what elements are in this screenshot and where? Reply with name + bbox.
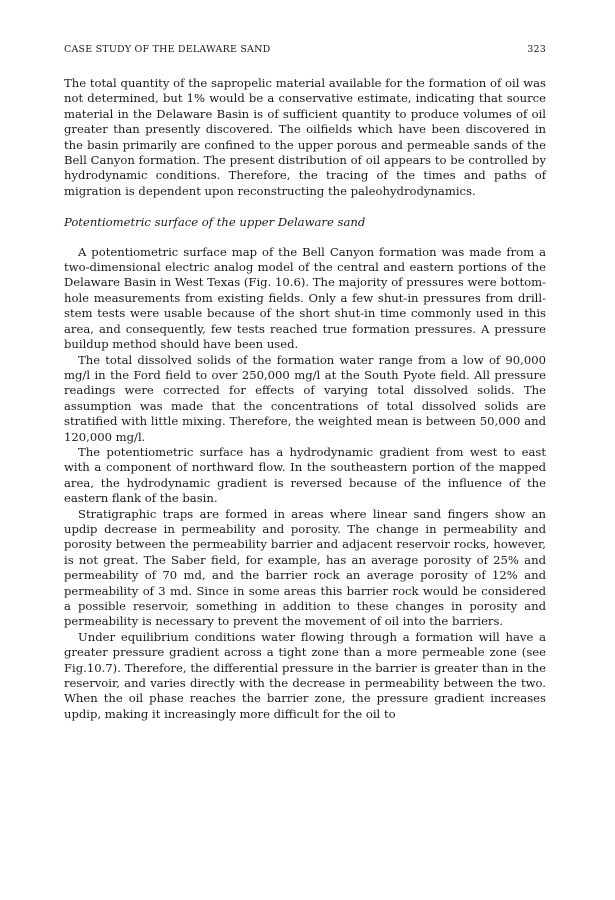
paragraph-equilibrium: Under equilibrium conditions water flowing through a formation will have a greater pressure gradient across a tight zone than a more permeable zone (see Fig.10.7). Therefore, the differential pressure in the barrier is greater than in the reservoir, and varies directly with the decrease in permeability between the two. When the oil phase reaches the barrier zone, the pressure gradient increases updip, making it increasingly more difficult for the oil to [64, 629, 546, 721]
book-page [64, 44, 546, 722]
paragraph-dissolved-solids: The total dissolved solids of the formation water range from a low of 90,000 mg/l in the Ford field to over 250,000 mg/l at the South Pyote field. All pressure readings were corrected for effects of varying total dissolved solids. The assumption was made that the concentrations of total dissolved solids are stratified with little mixing. Therefore, the weighted mean is between 50,000 and 120,000 mg/l. [64, 352, 546, 444]
paragraph-stratigraphic-traps: Stratigraphic traps are formed in areas where linear sand fingers show an updip decrease in permeability and porosity. The change in permeability and porosity between the permeability barrier and adjacent reservoir rocks, however, is not great. The Saber field, for example, has an average porosity of 25% and permeability of 70 md, and the barrier rock an average porosity of 12% and permeability of 3 md. Since in some areas this barrier rock would be considered a possible reservoir, something in addition to these changes in porosity and permeability is necessary to prevent the movement of oil into the barriers. [64, 506, 546, 629]
page-number: 323 [527, 44, 546, 55]
running-head [64, 44, 546, 58]
paragraph-intro: The total quantity of the sapropelic material available for the formation of oil was not determined, but 1% would be a conservative estimate, indicating that source material in the Delaware Basin is of sufficient quantity to produce volumes of oil greater than presently discovered. The oilfields which have been discovered in the basin primarily are confined to the upper porous and permeable sands of the Bell Canyon formation. The present distribution of oil appears to be controlled by hydrodynamic conditions. Therefore, the tracing of the times and paths of migration is dependent upon reconstructing the paleohydrodynamics. [64, 76, 546, 198]
paragraph-gradient: The potentiometric surface has a hydrodynamic gradient from west to east with a component of northward flow. In the southeastern portion of the mapped area, the hydrodynamic gradient is reversed because of the influence of the eastern flank of the basin. [64, 444, 546, 506]
section-heading: Potentiometric surface of the upper Delaware sand [64, 215, 366, 230]
paragraph-map-method: A potentiometric surface map of the Bell Canyon formation was made from a two-dimensional electric analog model of the central and eastern portions of the Delaware Basin in West Texas (Fig. 10.6). The majority of pressures were bottom-hole measurements from existing fields. Only a few shut-in pressures from drill-stem tests were usable because of the short shut-in time commonly used in this area, and consequently, few tests reached true formation pressures. A pressure buildup method should have been used. [64, 244, 546, 352]
running-title: CASE STUDY OF THE DELAWARE SAND [64, 44, 271, 55]
